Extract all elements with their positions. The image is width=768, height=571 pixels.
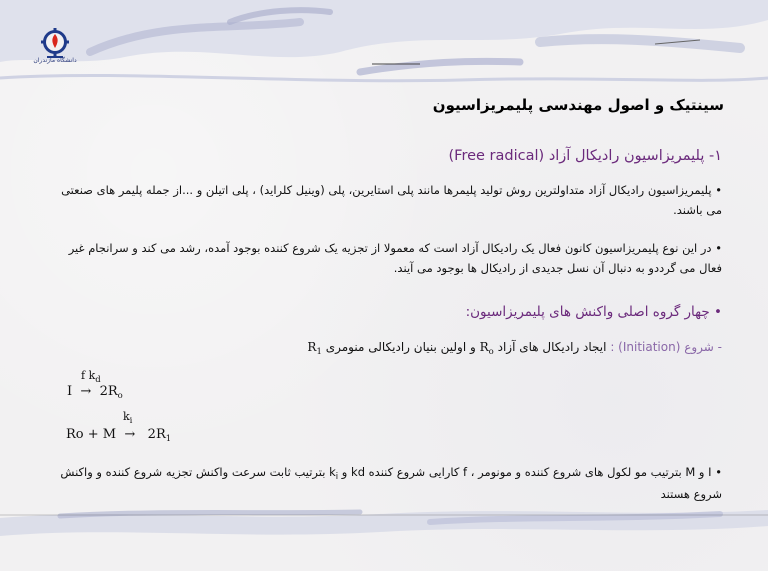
top-decorative-band bbox=[0, 0, 768, 90]
rate-constant-ki: $k_i$ bbox=[123, 410, 133, 426]
logo-caption: دانشگاه مازندران bbox=[33, 57, 77, 64]
equation-body: $I \to 2R_o$ bbox=[67, 384, 123, 401]
slide-title: سینتیک و اصول مهندسی پلیمریزاسیون bbox=[432, 96, 724, 114]
heading-english: (Free radical) bbox=[448, 148, 545, 164]
initiation-label: - شروع (Initiation) : bbox=[610, 340, 722, 354]
paragraph-free-radical-intro: • پلیمریزاسیون رادیکال آزاد متداولترین روش تولید پلیمرها مانند پلی استایرین، پلی (وینیل کلراید) ، پلی اتیلن و ...از جمله پلیمر های صنعتی می باشند. bbox=[61, 183, 722, 217]
initiation-text-a: ایجاد رادیکال های آزاد bbox=[497, 340, 607, 354]
symbol-Ro: $R_o$ bbox=[479, 340, 494, 357]
university-logo-icon bbox=[35, 26, 75, 72]
heading-text: پلیمریزاسیون رادیکال آزاد bbox=[548, 148, 705, 164]
paragraph-symbols-definition: • I و M بترتیب مو لکول های شروع کننده و مونومر ، f کارایی شروع کننده kd و $k_i$ بترتیب ثابت سرعت واکنش تجزیه شروع کننده و واکنش شروع هستند bbox=[60, 465, 722, 501]
bottom-decorative-band bbox=[0, 496, 768, 556]
rate-constant-fkd: f $k_d$ bbox=[81, 369, 101, 385]
equation-body: Ro + M → $2R_1$ bbox=[66, 427, 172, 444]
initiation-line bbox=[307, 340, 722, 357]
heading-number: ۱- bbox=[708, 148, 722, 164]
paragraph-active-center: • در این نوع پلیمریزاسیون کانون فعال یک رادیکال آزاد است که معمولا از تجزیه یک شروع کننده بوجود آمده، رشد می کند و سرانجام غیر فعال می گرددو به دنبال آن نسل جدیدی از رادیکال ها بوجود می آیند. bbox=[68, 241, 722, 275]
section-heading-free-radical bbox=[449, 148, 723, 164]
symbol-R1: $R_1$ bbox=[307, 340, 322, 357]
initiation-text-b: و اولین بنیان رادیکالی منومری bbox=[325, 340, 476, 354]
section-heading-reaction-groups: • چهار گروه اصلی واکنش های پلیمریزاسیون: bbox=[465, 304, 722, 320]
